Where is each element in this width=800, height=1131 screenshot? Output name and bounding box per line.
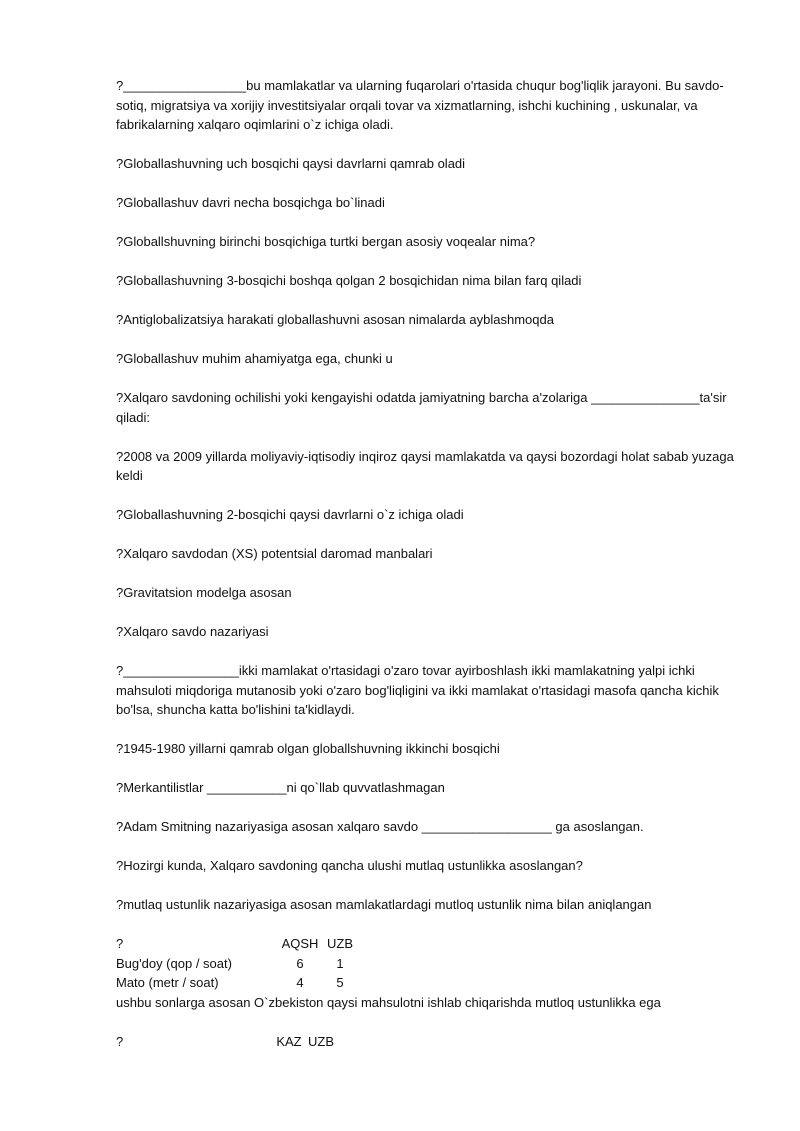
question-18: ?Hozirgi kunda, Xalqaro savdoning qancha ulushi mutlaq ustunlikka asoslangan?	[116, 858, 583, 873]
table-marker: ?	[116, 1033, 124, 1049]
column-header-aqsh: AQSH	[281, 936, 319, 951]
question-17: ?Adam Smitning nazariyasiga asosan xalqaro savdo __________________ ga asoslangan.	[116, 819, 644, 834]
question-3: ?Globallashuv davri necha bosqichga bo`linadi	[116, 195, 385, 210]
question-8: ?Xalqaro savdoning ochilishi yoki kengayishi odatda jamiyatning barcha a'zolariga _______________ta'sir qiladi:	[116, 390, 727, 425]
question-7: ?Globallashuv muhim ahamiyatga ega, chunki u	[116, 351, 393, 366]
question-1: ?_________________bu mamlakatlar va ularning fuqarolari o'rtasida chuqur bog'liqlik jarayoni. Bu savdo-sotiq, migratsiya va xorijiy investitsiyalar orqali tovar va xizmatlarning, ishchi kuchining , uskunalar, va fabrikalarning xalqaro oqimlarini o`z ichiga oladi.	[116, 78, 724, 132]
question-15: ?1945-1980 yillarni qamrab olgan globallshuvning ikkinchi bosqichi	[116, 741, 500, 756]
column-header-uzb: UZB	[308, 1033, 334, 1049]
table-row	[116, 954, 356, 974]
question-11: ?Xalqaro savdodan (XS) potentsial daromad manbalari	[116, 546, 433, 561]
question-5: ?Globallashuvning 3-bosqichi boshqa qolgan 2 bosqichidan nima bilan farq qiladi	[116, 273, 582, 288]
document-page	[116, 76, 746, 1071]
question-4: ?Globallshuvning birinchi bosqichiga turtki bergan asosiy voqealar nima?	[116, 234, 536, 249]
question-9: ?2008 va 2009 yillarda moliyaviy-iqtisodiy inqiroz qaysi mamlakatda va qaysi bozordagi holat sabab yuzaga keldi	[116, 448, 734, 483]
question-12: ?Gravitatsion modelga asosan	[116, 585, 292, 600]
table-row	[116, 973, 356, 993]
column-header-kaz: KAZ	[276, 1033, 302, 1049]
question-20-table	[116, 934, 746, 1012]
row-label: Mato (metr / soat)	[116, 975, 219, 990]
cell-value: 1	[336, 955, 344, 971]
column-header-uzb: UZB	[327, 936, 353, 951]
cell-value: 4	[296, 975, 304, 990]
table-header-row	[116, 1032, 336, 1052]
cell-value: 6	[296, 955, 304, 971]
row-label: Bug'doy (qop / soat)	[116, 955, 232, 971]
table-header-row	[116, 934, 356, 954]
question-16: ?Merkantilistlar ___________ni qo`llab quvvatlashmagan	[116, 780, 445, 795]
question-19: ?mutlaq ustunlik nazariyasiga asosan mamlakatlardagi mutloq ustunlik nima bilan aniqlangan	[116, 897, 652, 912]
production-table-aqsh-uzb	[116, 934, 356, 993]
table-question: ushbu sonlarga asosan O`zbekiston qaysi mahsulotni ishlab chiqarishda mutloq ustunlikka ega	[116, 994, 661, 1010]
question-13: ?Xalqaro savdo nazariyasi	[116, 624, 269, 639]
production-table-kaz-uzb	[116, 1032, 336, 1052]
question-2: ?Globallashuvning uch bosqichi qaysi davrlarni qamrab oladi	[116, 156, 466, 171]
question-6: ?Antiglobalizatsiya harakati globallashuvni asosan nimalarda ayblashmoqda	[116, 312, 554, 327]
question-14: ?________________ikki mamlakat o'rtasidagi o'zaro tovar ayirboshlash ikki mamlakatning yalpi ichki mahsuloti miqdoriga mutanosib yoki o'zaro bog'liqligini va ikki mamlakat o'rtasidagi masofa qancha kichik bo'lsa, shuncha katta bo'lishini ta'kidlaydi.	[116, 663, 719, 717]
question-10: ?Globallashuvning 2-bosqichi qaysi davrlarni o`z ichiga oladi	[116, 507, 464, 522]
table-marker: ?	[116, 936, 124, 951]
question-21-table	[116, 1032, 746, 1052]
cell-value: 5	[336, 975, 344, 990]
